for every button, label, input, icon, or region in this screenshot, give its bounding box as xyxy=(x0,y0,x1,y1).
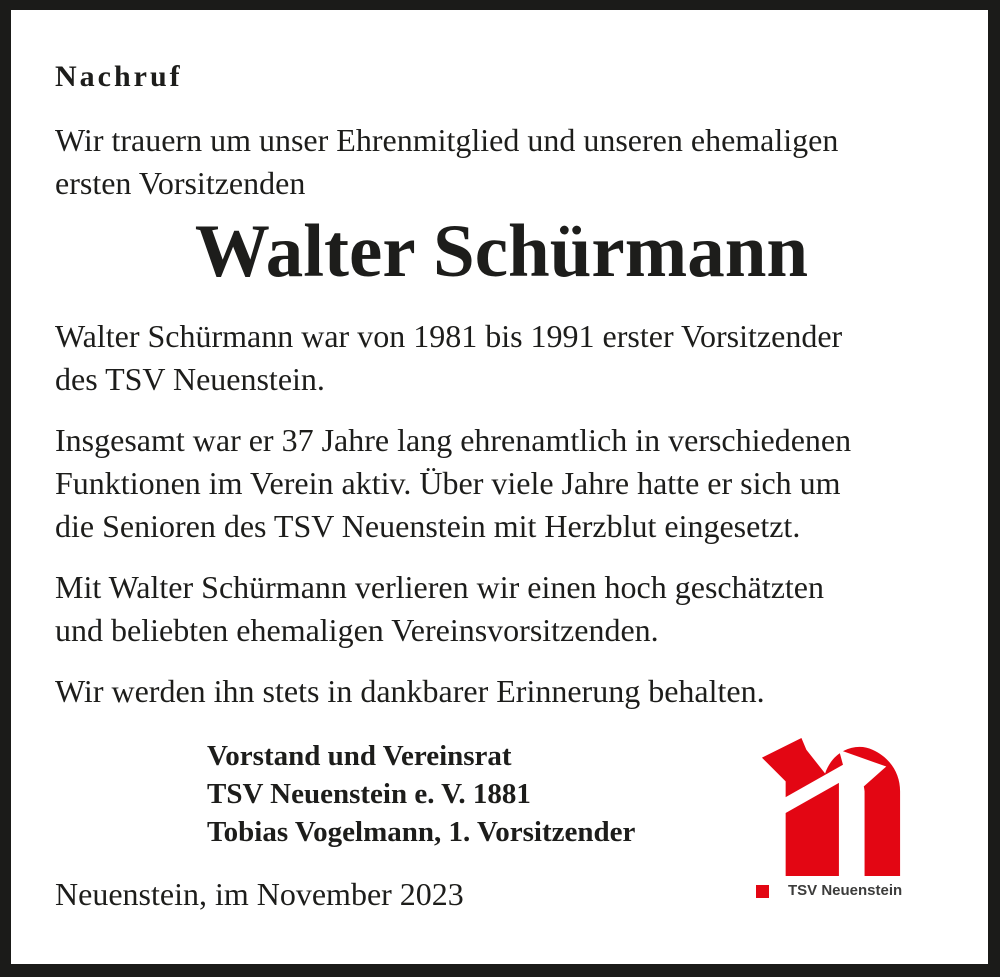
text-line: Insgesamt war er 37 Jahre lang ehrenamtlich in verschiedenen xyxy=(55,422,852,458)
body-paragraph xyxy=(55,566,948,652)
text-line: Funktionen im Verein aktiv. Über viele Jahre hatte er sich um xyxy=(55,465,841,501)
signature-block xyxy=(207,737,635,851)
intro-paragraph xyxy=(55,119,948,205)
logo-caption-row xyxy=(756,883,909,899)
signature-column xyxy=(55,737,635,916)
text-line: Mit Walter Schürmann verlieren wir einen hoch geschätzten xyxy=(55,569,824,605)
body-paragraph xyxy=(55,315,948,401)
text-line: und beliebten ehemaligen Vereinsvorsitzenden. xyxy=(55,612,659,648)
text-line: Wir trauern um unser Ehrenmitglied und unseren ehemaligen xyxy=(55,122,839,158)
text-line: die Senioren des TSV Neuenstein mit Herzblut eingesetzt. xyxy=(55,508,801,544)
logo-caption: TSV Neuenstein xyxy=(788,882,903,899)
body-paragraph xyxy=(55,419,948,548)
signature-line: Vorstand und Vereinsrat xyxy=(207,740,512,772)
text-line: Wir werden ihn stets in dankbarer Erinnerung behalten. xyxy=(55,673,765,709)
signature-line: TSV Neuenstein e. V. 1881 xyxy=(207,778,531,810)
text-line: ersten Vorsitzenden xyxy=(55,165,306,201)
body-paragraph xyxy=(55,670,948,713)
logo-n-icon xyxy=(760,737,906,877)
notice-paper xyxy=(11,10,988,964)
logo-bullet-square xyxy=(756,885,769,898)
signature-line: Tobias Vogelmann, 1. Vorsitzender xyxy=(207,816,636,848)
kicker-heading: Nachruf xyxy=(55,60,183,93)
text-line: des TSV Neuenstein. xyxy=(55,361,325,397)
text-line: Walter Schürmann war von 1981 bis 1991 erster Vorsitzender xyxy=(55,318,843,354)
dateline: Neuenstein, im November 2023 xyxy=(55,876,464,912)
signature-row xyxy=(55,737,948,916)
club-logo xyxy=(756,737,909,899)
deceased-name-headline: Walter Schürmann xyxy=(194,210,809,293)
